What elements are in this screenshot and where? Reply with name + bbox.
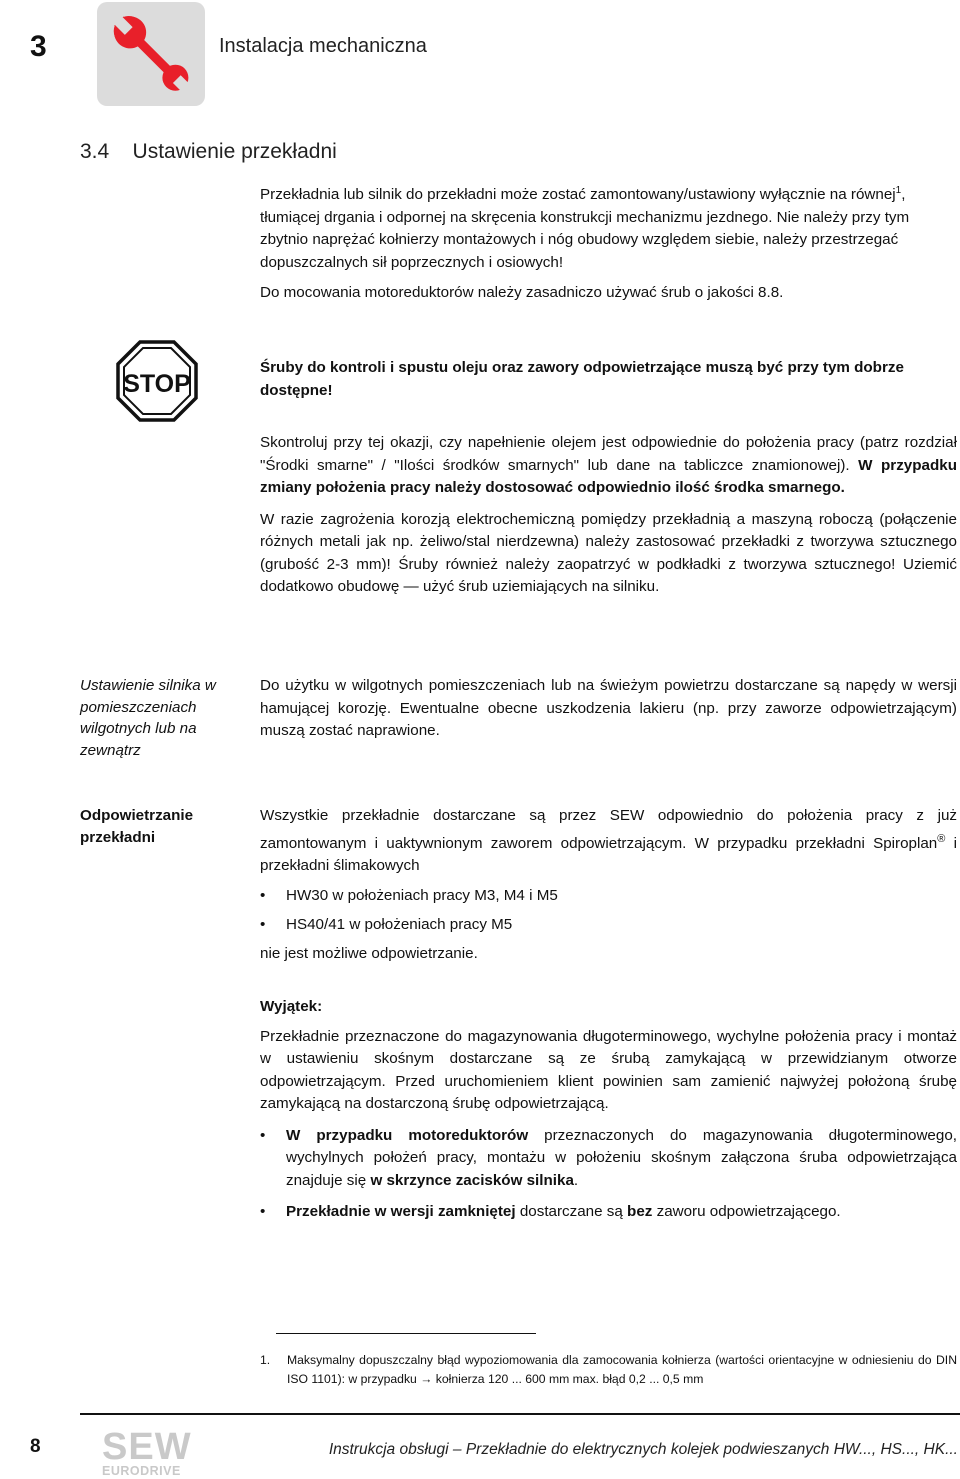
chapter-title: Instalacja mechaniczna (219, 35, 427, 57)
vent-intro-text: Wszystkie przekładnie dostarczane są przez SEW odpowiednio do położenia pracy z już zamontowanym i uaktywnionym zaworem odpowietrzającym. W przypadku przekładni Spiroplan (260, 807, 957, 852)
bolt-quality-paragraph: Do mocowania motoreduktorów należy zasadniczo używać śrub o jakości 8.8. (260, 284, 784, 302)
chapter-number: 3 (30, 30, 47, 63)
bullet-icon: • (260, 916, 266, 934)
intro-paragraph (260, 180, 957, 274)
footnote-text (287, 1351, 957, 1389)
footnote-text-a: Maksymalny dopuszczalny błąd wypoziomowania dla zamocowania kołnierza (wartości orientacyjne w odniesieniu do DIN ISO 1101): w przypadku (287, 1353, 957, 1386)
corrosion-paragraph: W razie zagrożenia korozją elektrochemiczną pomiędzy przekładnią a maszyną roboczą (połączenie różnych metali jak np. żeliwo/stal nierdzewna) należy zastosować przekładki z tworzywa sztucznego (grubość 2-3 mm)! Śruby również należy zaopatrzyć w podkładki z tworzywa sztucznego! Uziemić dodatkowo obudowę — użyć śrub uziemiających na silniku. (260, 510, 957, 595)
exception-title: Wyjątek: (260, 998, 323, 1015)
bullet-text: zaworu odpowietrzającego. (652, 1203, 841, 1220)
bullet-text: . (573, 1171, 579, 1189)
exception-section (260, 996, 957, 1224)
bullet-bold: W przypadku motoreduktorów (286, 1126, 529, 1144)
vent-intro-text-b: i przekładni ślimakowych (260, 834, 957, 875)
footnote-divider (276, 1333, 536, 1334)
intro-text-a: Przekładnia lub silnik do przekładni może zostać zamontowany/ustawiony wyłącznie na równej (260, 186, 896, 204)
oil-check-bold: W przypadku zmiany położenia pracy należy dostosować odpowiednio ilość środka smarnego. (260, 456, 957, 496)
exception-bullet-1 (260, 1125, 957, 1193)
intro-text-b: , tłumiącej drgania i odpornej na skręcenia konstrukcji mechanizmu jezdnego. Nie należy przy tym zbytnio naprężać kołnierzy montażowych i nóg obudowy względem siebie, należy przestrzegać dopuszczalnych sił poprzecznych i osiowych! (260, 186, 910, 271)
bullet-bold: w skrzynce zacisków silnika (370, 1171, 574, 1189)
bullet-text: dostarczane są (515, 1203, 628, 1220)
footnote-ref[interactable]: 1 (895, 185, 902, 196)
vent-section (260, 805, 957, 965)
page-number: 8 (30, 1436, 41, 1457)
bullet-icon: • (260, 1203, 266, 1220)
intro-section (260, 180, 957, 305)
oil-check-paragraph (260, 432, 957, 500)
section-title: 3.4 Ustawienie przekładni (80, 140, 337, 163)
bullet-bold: Przekładnie w wersji zamkniętej (286, 1203, 516, 1220)
bullet-bold: bez (627, 1203, 653, 1220)
footer-rule (80, 1413, 960, 1415)
footer-doc-title: Instrukcja obsługi – Przekładnie do elektrycznych kolejek podwieszanych HW..., HS..., HK... (328, 1441, 958, 1458)
humid-side-label: Ustawienie silnika w pomieszczeniach wilgotnych lub na zewnątrz (80, 677, 216, 759)
bullet-icon: • (260, 886, 266, 904)
registered-mark: ® (937, 832, 946, 845)
exception-bullet-2 (260, 1201, 957, 1224)
footnote-text-b: kołnierza 120 ... 600 mm max. błąd 0,2 ... 0,5 mm (432, 1372, 704, 1386)
bullet-text: przeznaczonych do magazynowania długoterminowego, wychylnych położeń pracy, montażu w położeniu skośnym załączona śruba odpowietrzająca znajduje się (286, 1126, 957, 1189)
stop-sign-text: STOP (123, 370, 191, 398)
arrow-icon: → (420, 1372, 433, 1386)
logo-main: SEW (102, 1426, 192, 1468)
logo-sub: EURODRIVE (102, 1464, 181, 1478)
vent-side-label: Odpowietrzanie przekładni (80, 807, 194, 846)
oil-check-text: Skontroluj przy tej okazji, czy napełnienie olejem jest odpowiednie do położenia pracy (patrz rozdział "Środki smarne" / "Ilości środków smarnych" lub dane na tabliczce znamionowej). (260, 434, 957, 474)
humid-paragraph: Do użytku w wilgotnych pomieszczeniach lub na świeżym powietrzu dostarczane są napędy w wersji hamującej korozję. Ewentualne obecne uszkodzenia lakieru (np. przy zaworze odpowietrzającym) muszą zostać naprawione. (260, 677, 957, 739)
bullet-text: HW30 w położeniach pracy M3, M4 i M5 (286, 886, 558, 904)
vent-bullet-1 (260, 885, 957, 908)
stop-sign-icon (116, 340, 198, 422)
vent-intro (260, 805, 957, 878)
bullet-icon: • (260, 1126, 266, 1144)
chapter-icon-tile (97, 2, 205, 106)
exception-paragraph: Przekładnie przeznaczone do magazynowania długoterminowego, wychylne położenia pracy i montaż w ustawieniu skośnym dostarczane są ze śrubą zamykającą w przewidzianym otworze odpowietrzającym. Przed uruchomieniem klient powinien sam zamienić najwyżej położoną śrubę zamykającą na dostarczoną śrubę odpowietrzającą. (260, 1027, 957, 1112)
wrench-icon (97, 2, 205, 106)
stop-warning: Śruby do kontroli i spustu oleju oraz zawory odpowietrzające muszą być przy tym dobrze dostępne! (260, 359, 904, 399)
vent-bullet-2 (260, 914, 957, 937)
sew-eurodrive-logo (102, 1426, 212, 1479)
bullet-text: HS40/41 w położeniach pracy M5 (286, 916, 513, 934)
footnote-number: 1. (260, 1353, 271, 1367)
check-section (260, 432, 957, 599)
vent-outro: nie jest możliwe odpowietrzanie. (260, 944, 478, 962)
